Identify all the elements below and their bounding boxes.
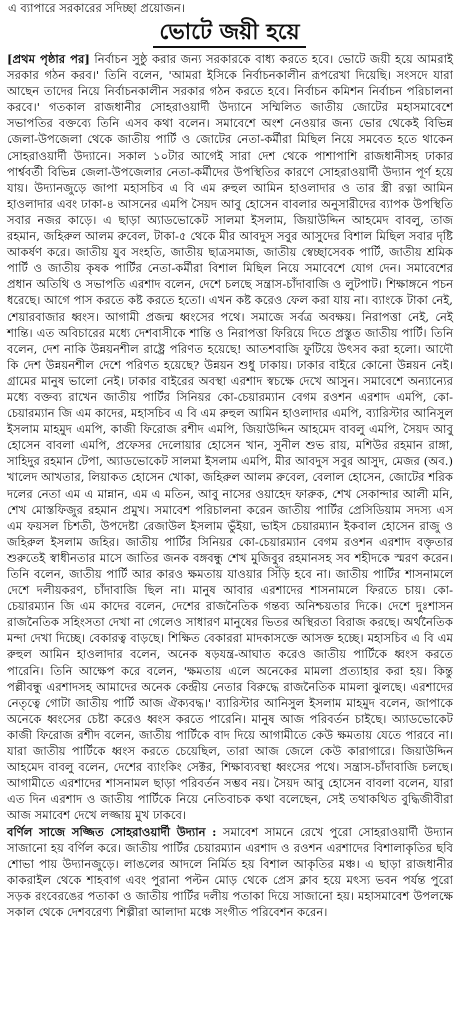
paragraph-1-text: নির্বাচন সুষ্ঠু করার জন্য সরকারকে বাধ্য করতে হবে। ভোটে জয়ী হয়ে আমরাই সরকার গঠন করব।' তিনি বলেন, 'আমরা ইসিকে নির্বাচনকালীন রূপরেখা দিয়েছি। সংসদে যারা আছেন তাদের নিয়ে নির্বাচনকালীন সরকার গঠন করতে হবে। নির্বাচন কমিশন নির্বাচন পরিচালনা করবে।' গতকাল রাজধানীর সোহরাওয়ার্দী উদ্যানে সম্মিলিত জাতীয় জোটের মহাসমাবেশে সভাপতির বক্তব্যে তিনি এসব কথা বলেন। সমাবেশে অংশ নেওয়ার জন্য ভোর থেকেই বিভিন্ন জেলা-উপজেলা থেকে জাতীয় পার্টি ও জোটের নেতা-কর্মীরা মিছিল নিয়ে সমবেত হতে থাকেন সোহরাওয়ার্দী উদ্যানে। সকাল ১০টার আগেই সারা দেশ থেকে পাশাপাশি রাজধানীসহ ঢাকার পার্শ্ববর্তী বিভিন্ন জেলা-উপজেলার নেতা-কর্মীদের উপস্থিতির কারণে সোহরাওয়ার্দী উদ্যান পূর্ণ হয়ে যায়। উদ্যানজুড়ে জাপা মহাসচিব এ বি এম রুহুল আমিন হাওলাদার ও তার স্ত্রী রত্না আমিন হাওলাদার এবং ঢাকা-৪ আসনের এমপি সৈয়দ আবু হোসেন বাবলার অনুসারীদের ব্যাপক উপস্থিতি সবার নজর কাড়ে। এ ছাড়া অ্যাডভোকেট সালমা ইসলাম, জিয়াউদ্দিন আহমেদ বাবলু, তাজ রহমান, জহিরুল আলম রুবেল, টাকা-৫ থেকে মীর আবদুস সবুর আসুদের বিশাল মিছিল সবার দৃষ্টি আকর্ষণ করে। জাতীয় যুব সংহতি, জাতীয় ছাত্রসমাজ, জাতীয় স্বেচ্ছাসেবক পার্টি, জাতীয় শ্রমিক পার্টি ও জাতীয় কৃষক পার্টির নেতা-কর্মীরা বিশাল মিছিল নিয়ে সমাবেশে যোগ দেন। সমাবেশের প্রধান অতিথি ও সভাপতি এরশাদ বলেন, দেশে চলছে সন্ত্রাস-চাঁদাবাজি ও লুটপাট। শিক্ষাঙ্গনে পচন ধরেছে। আগে পাস করতে কষ্ট করতে হতো। এখন কষ্ট করেও ফেল করা যায় না। ব্যাংকে টাকা নেই, শেয়ারবাজার ধ্বংস। আগামী প্রজন্ম ধ্বংসের পথে। সমাজে সর্বত্র অবক্ষয়। নিরাপত্তা নেই, নেই শান্তি। এত অবিচারের মধ্যে দেশবাসীকে শান্তি ও নিরাপত্তা ফিরিয়ে দিতে প্রস্তুত জাতীয় পার্টি। তিনি বলেন, দেশ নাকি উন্নয়নশীল রাষ্ট্রে পরিণত হয়েছে! আতশবাজি ফুটিয়ে উৎসব করা হলো। আদৌ কি দেশ উন্নয়নশীল দেশে পরিণত হয়েছে? উন্নয়ন শুধু ঢাকায়। ঢাকার বাইরে কোনো উন্নয়ন নেই। গ্রামের মানুষ ভালো নেই। ঢাকার বাইরের অবস্থা এরশাদ স্বচক্ষে দেখে আসুন। সমাবেশে অন্যান্যের মধ্যে বক্তব্য রাখেন জাতীয় পার্টির সিনিয়র কো-চেয়ারম্যান বেগম রওশন এরশাদ এমপি, কো-চেয়ারম্যান জি এম কাদের, মহাসচিব এ বি এম রুহুল আমিন হাওলাদার এমপি, ব্যারিস্টার আনিসুল ইসলাম মাহমুদ এমপি, কাজী ফিরোজ রশীদ এমপি, জিয়াউদ্দিন আহমেদ বাবলু এমপি, সৈয়দ আবু হোসেন বাবলা এমপি, প্রফেসর দেলোয়ার হোসেন খান, সুনীল শুভ রায়, মশিউর রহমান রাঙ্গা, সাহিদুর রহমান টেপা, অ্যাডভোকেট সালমা ইসলাম এমপি, মীর আবদুস সবুর আসুদ, মেজর (অব.) খালেদ আখতার, লিয়াকত হোসেন খোকা, জহিরুল আলম রুবেল, বেলাল হোসেন, জোটের শরিক দলের নেতা এম এ মান্নান, এম এ মতিন, আবু নাসের ওয়াহেদ ফারুক, শেখ সেকান্দার আলী মনি, শেখ মোস্তফিজুর রহমান প্রমুখ। সমাবেশ পরিচালনা করেন জাতীয় পার্টির প্রেসিডিয়াম সদস্য এস এম ফয়সল চিশতী, উপদেষ্টা রেজাউল ইসলাম ভুঁইয়া, ভাইস চেয়ারম্যান ইকবাল হোসেন রাজু ও জহিরুল ইসলাম জহির। জাতীয় পার্টির সিনিয়র কো-চেয়ারম্যান বেগম রওশন এরশাদ বক্তৃতার শুরুতেই স্বাধীনতার মাসে জাতির জনক বঙ্গবন্ধু শেখ মুজিবুর রহমানসহ সব শহীদকে স্মরণ করেন। তিনি বলেন, জাতীয় পার্টি আর কারও ক্ষমতায় যাওয়ার সিঁড়ি হবে না। জাতীয় পার্টির শাসনামলে দেশে দলীয়করণ, চাঁদাবাজি ছিল না। মানুষ আবার এরশাদের শাসনামলে ফিরতে চায়। কো-চেয়ারম্যান জি এম কাদের বলেন, দেশের রাজনৈতিক গন্তব্য অনিশ্চয়তার দিকে। দেশে দুঃশাসন রাজনৈতিক সহিংসতা দেখা না গেলেও সাধারণ মানুষের ভিতর অস্থিরতা বিরাজ করছে। অর্থনৈতিক মন্দা দেখা দিচ্ছে। বেকারত্ব বাড়ছে। শিক্ষিত বেকাররা মাদকাসক্তে আসক্ত হচ্ছে। মহাসচিব এ বি এম রুহুল আমিন হাওলাদার বলেন, অনেক ষড়যন্ত্র-আঘাত করেও জাতীয় পার্টিকে ধ্বংস করতে পারেনি। তিনি আক্ষেপ করে বলেন, 'ক্ষমতায় এলে অনেকের মামলা প্রত্যাহার করা হয়। কিন্তু পল্লীবন্ধু এরশাদসহ আমাদের অনেক কেন্দ্রীয় নেতার বিরুদ্ধে রাজনৈতিক মামলা ঝুলছে। এরশাদের নেতৃত্বে গোটা জাতীয় পার্টি আজ ঐক্যবদ্ধ।' ব্যারিস্টার আনিসুল ইসলাম মাহমুদ বলেন, জাপাকে অনেকে ধ্বংসের চেষ্টা করেও ধ্বংস করতে পারেনি। মানুষ আজ পরিবর্তন চাইছে। অ্যাডভোকেট কাজী ফিরোজ রশীদ বলেন, জাতীয় পার্টিকে বাদ দিয়ে আগামীতে কেউ ক্ষমতায় যেতে পারবে না। যারা জাতীয় পার্টিকে ধ্বংস করতে চেয়েছিল, তারা আজ জেলে কেউ কারাগারে। জিয়াউদ্দিন আহমেদ বাবলু বলেন, দেশের ব্যাংকিং সেক্টর, শিক্ষাব্যবস্থা ধ্বংসের পথে। সন্ত্রাস-চাঁদাবাজি চলছে। আগামীতে এরশাদের শাসনামল ছাড়া পরিবর্তন সম্ভব নয়। সৈয়দ আবু হোসেন বাবলা বলেন, যারা এত দিন এরশাদ ও জাতীয় পার্টিকে নিয়ে নেতিবাচক কথা বলেছেন, সেই তথাকথিত বুদ্ধিজীবীরা আজ সমাবেশ দেখে লজ্জায় মুখ ঢাকবে। (7, 52, 454, 823)
article-body (4, 51, 455, 1019)
headline: ভোটে জয়ী হয়ে (153, 18, 305, 48)
previous-article-tail: এ ব্যাপারে সরকারের সদিচ্ছা প্রয়োজন। (8, 1, 185, 15)
article-paragraph-1 (7, 51, 453, 824)
article-paragraph-2 (7, 824, 453, 921)
headline-container (4, 18, 455, 48)
paragraph-2-text: সমাবেশ সামনে রেখে পুরো সোহরাওয়ার্দী উদ্যান সাজানো হয় বর্ণিল করে। জাতীয় পার্টির চেয়ারম্যান এরশাদ ও রওশন এরশাদের বিশালাকৃতির ছবি শোভা পায় উদ্যানজুড়ে। লাঙলের আদলে নির্মিত হয় বিশাল আকৃতির মঞ্চ। এ ছাড়া রাজধানীর কাকরাইল থেকে শাহবাগ এবং পুরানা পল্টন মোড় থেকে প্রেস ক্লাব হয়ে মৎস্য ভবন পর্যন্ত পুরো সড়ক রংবেরঙের পতাকা ও জাতীয় পার্টির দলীয় পতাকা দিয়ে সাজানো হয়। মহাসমাবেশ উপলক্ষে সকাল থেকে দেশবরেণ্য শিল্পীরা আলাদা মঞ্চে সংগীত পরিবেশন করেন। (7, 824, 454, 919)
sub-heading: বর্ণিল সাজে সজ্জিত সোহরাওয়ার্দী উদ্যান : (7, 824, 217, 839)
continuation-tag: [প্রথম পৃষ্ঠার পর] (7, 52, 90, 66)
